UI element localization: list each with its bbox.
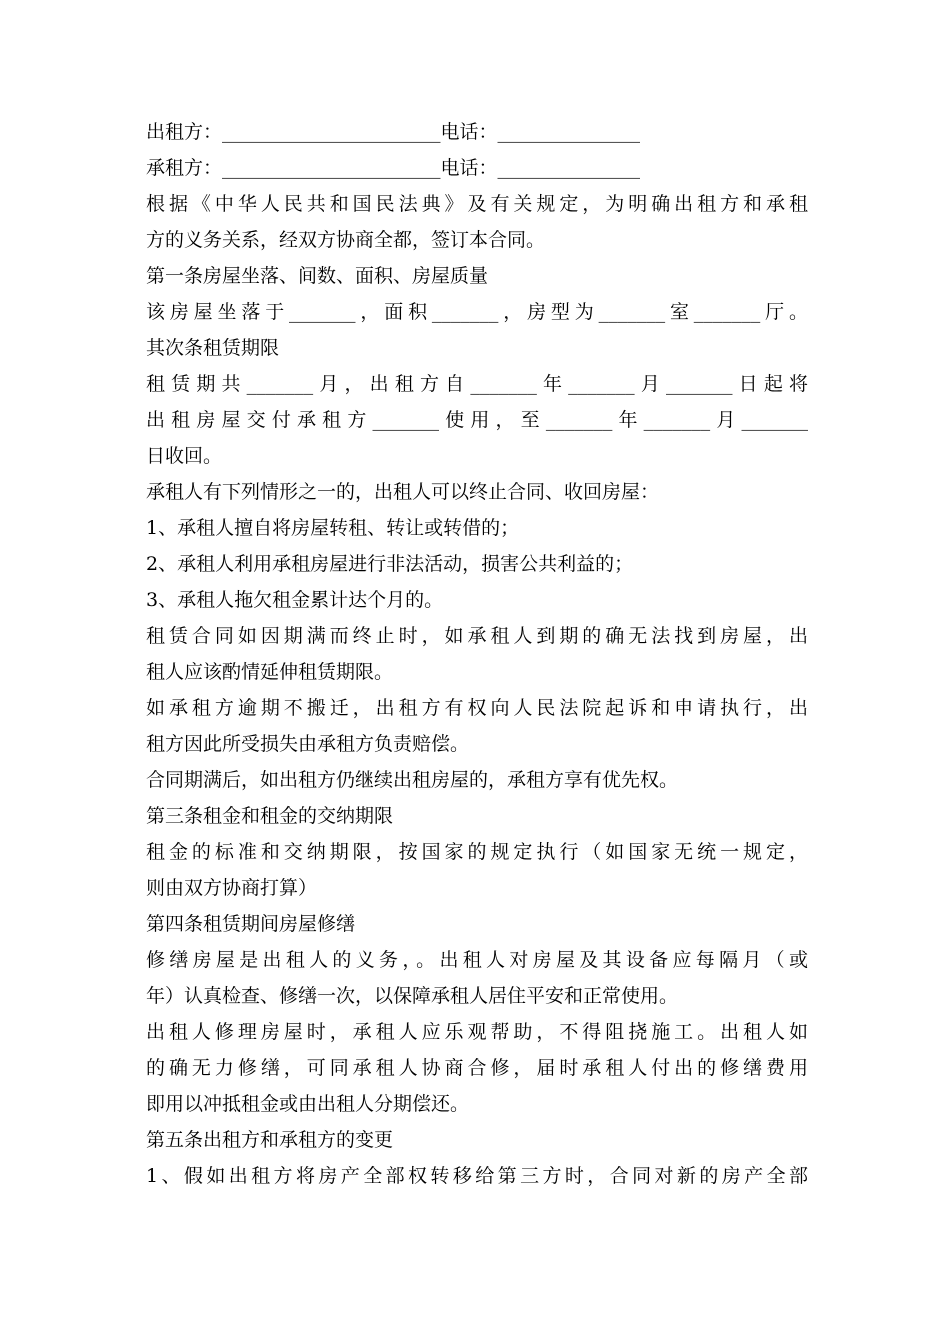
article-heading: 其次条租赁期限 [146,337,280,359]
article-heading: 第四条租赁期间房屋修缮 [146,913,356,935]
paragraph-line: 租人应该酌情延伸租赁期限。 [146,661,394,683]
list-item: 2、承租人利用承租房屋进行非法活动，损害公共利益的； [146,553,634,575]
paragraph-line: 日收回。 [146,445,223,467]
paragraph-line: 即用以冲抵租金或由出租人分期偿还。 [146,1093,470,1115]
paragraph-line: 方的义务关系，经双方协商全都，签订本合同。 [146,229,546,251]
paragraph-line: 租赁期共_______月，出租方自_______年_______月_______日起将 [146,373,808,395]
paragraph-line: 修缮房屋是出租人的义务，。出租人对房屋及其设备应每隔月（或 [146,949,808,971]
document-body [146,114,808,1194]
paragraph-line: 出租房屋交付承租方_______使用，至_______年_______月_______ [146,409,808,431]
list-item: 1、假如出租方将房产全部权转移给第三方时，合同对新的房产全部 [146,1165,808,1187]
paragraph-line: 如承租方逾期不搬迁，出租方有权向人民法院起诉和申请执行，出 [146,697,808,719]
paragraph-line: 年）认真检查、修缮一次，以保障承租人居住平安和正常使用。 [146,985,679,1007]
paragraph-line: 出租人修理房屋时，承租人应乐观帮助，不得阻挠施工。出租人如 [146,1021,808,1043]
list-item: 3、承租人拖欠租金累计达个月的。 [146,589,444,611]
article-heading: 第三条租金和租金的交纳期限 [146,805,394,827]
paragraph-line: 租赁合同如因期满而终止时，如承租人到期的确无法找到房屋，出 [146,625,808,647]
lessee-line: 承租方：_______________________电话：_______________ [146,157,641,179]
lessor-line: 出租方：_______________________电话：_______________ [146,121,641,143]
paragraph-line: 承租人有下列情形之一的，出租人可以终止合同、收回房屋： [146,481,660,503]
paragraph-line: 则由双方协商打算） [146,877,318,899]
paragraph-line: 根据《中华人民共和国民法典》及有关规定，为明确出租方和承租 [146,193,808,215]
paragraph-line: 该房屋坐落于_______，面积_______，房型为_______室_______厅。 [146,301,808,323]
list-item: 1、承租人擅自将房屋转租、转让或转借的； [146,517,520,539]
paragraph-line: 的确无力修缮，可同承租人协商合修，届时承租人付出的修缮费用 [146,1057,808,1079]
paragraph-line: 租金的标准和交纳期限，按国家的规定执行（如国家无统一规定， [146,841,808,863]
article-heading: 第五条出租方和承租方的变更 [146,1129,394,1151]
paragraph-line: 租方因此所受损失由承租方负责赔偿。 [146,733,470,755]
article-heading: 第一条房屋坐落、间数、面积、房屋质量 [146,265,489,287]
paragraph-line: 合同期满后，如出租方仍继续出租房屋的，承租方享有优先权。 [146,769,679,791]
